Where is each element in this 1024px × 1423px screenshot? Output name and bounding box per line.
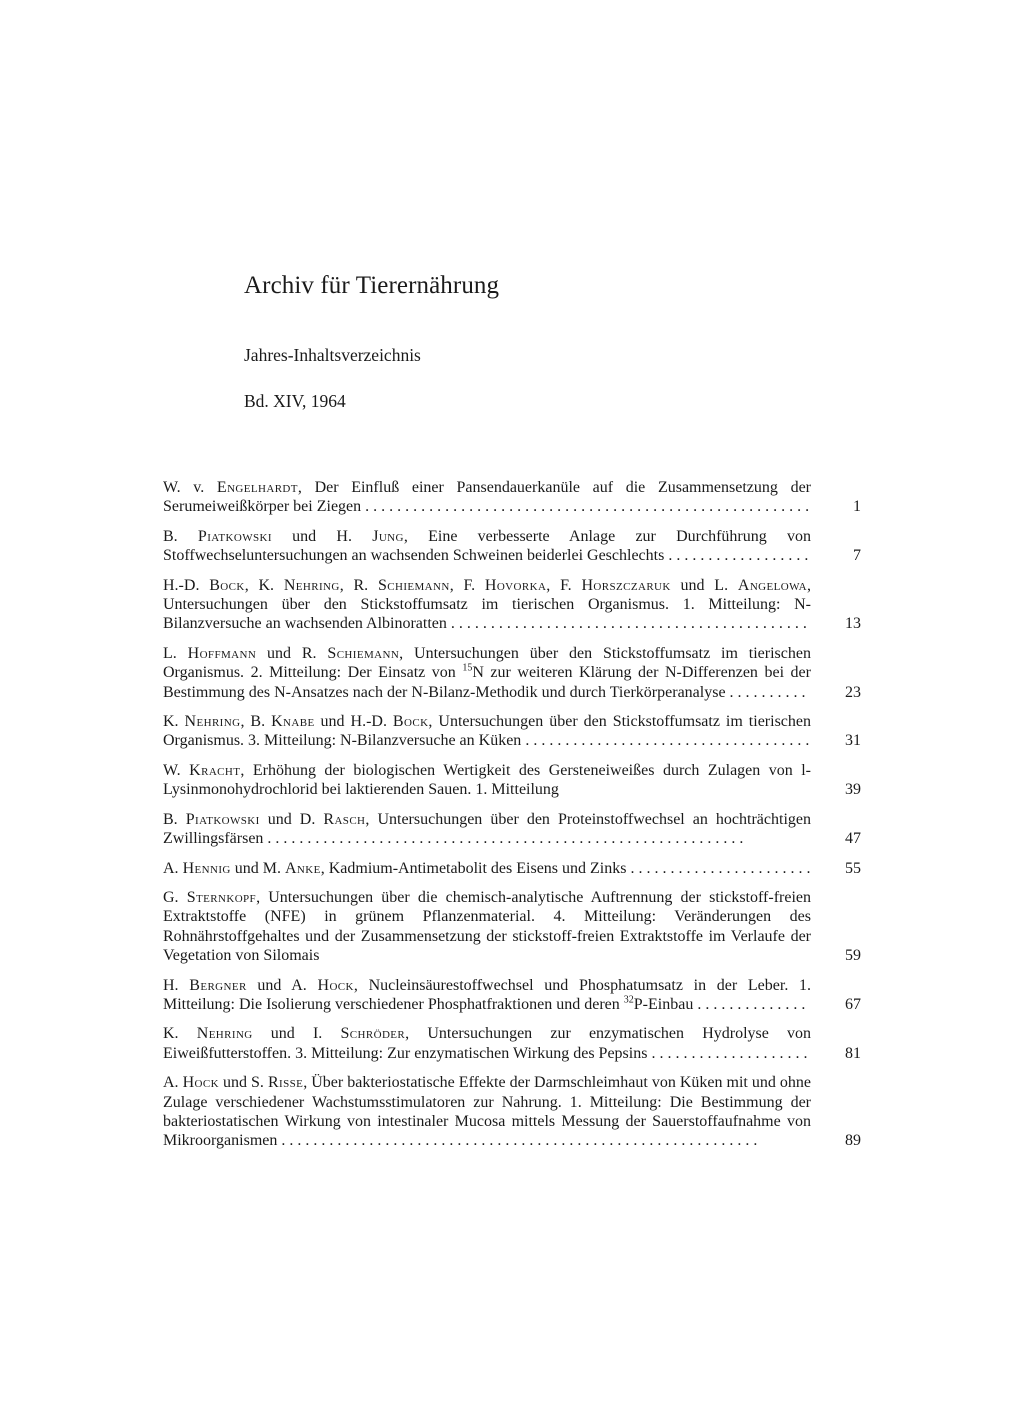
entry-text: A. Hennig und M. Anke, Kadmium-Antimetabolit des Eisens und Zinks . . . . . . . . . . . . . . . . . . . . . . . xyxy=(163,859,811,877)
entry-text: H. Bergner und A. Hock, Nucleinsäurestoffwechsel und Phosphatumsatz in der Leber. 1. Mitteilung: Die Isolierung verschiedener Phosphatfraktionen und deren $^{32}$P-Einbau . . . . . . . . . . . . . . xyxy=(163,976,812,1013)
author-name: Jung xyxy=(372,527,404,545)
author-name: Hock xyxy=(317,976,354,994)
author-name: Sternkopf xyxy=(186,888,257,906)
entry-text: L. Hoffmann und R. Schiemann, Untersuchungen über den Stickstoffumsatz im tierischen Organismus. 2. Mitteilung: Der Einsatz von $^{15}$N zur weiteren Klärung der N-Differenzen bei der Bestimmung des N-Ansatzes nach der N-Bilanz-Methodik und durch Tierkörperanalyse . . . . . . . . . . xyxy=(163,644,811,701)
toc-entry[interactable] xyxy=(163,888,861,966)
author-name: Engelhardt xyxy=(216,479,298,496)
dot-leader: . . . . . . . . . . . . . . . . . . . . xyxy=(651,1044,808,1062)
toc-entry[interactable] xyxy=(163,644,861,702)
toc-entry[interactable] xyxy=(163,761,861,800)
entry-text: H.-D. Bock, K. Nehring, R. Schiemann, F. Hovorka, F. Horszczaruk und L. Angelowa, Untersuchungen über den Stickstoffumsatz im tierischen Organismus. 1. Mitteilung: N-Bilanzversuche an wachsenden Albinoratten . . . . . . . . . . . . . . . . . . . . . . . . . . . . . . . . . . . . . . . . . . . . . xyxy=(163,576,811,633)
author-name: Rasch xyxy=(323,810,366,828)
author-name: Hovorka xyxy=(484,576,547,594)
page-number: 89 xyxy=(845,1132,861,1150)
author-name: Nehring xyxy=(184,713,241,731)
author-name: Bock xyxy=(209,576,245,594)
page-number: 31 xyxy=(845,732,861,750)
toc-entry[interactable] xyxy=(163,859,861,878)
author-name: Horszczaruk xyxy=(581,576,671,594)
isotope-superscript: 32 xyxy=(623,994,634,1006)
page-number: 59 xyxy=(845,947,861,965)
page-number: 1 xyxy=(853,498,861,516)
page-number: 13 xyxy=(845,615,861,633)
author-name: Nehring xyxy=(196,1025,253,1043)
author-name: Anke xyxy=(284,859,321,877)
entry-text: W. Kracht, Erhöhung der biologischen Wertigkeit des Gersteneiweißes durch Zulagen von l-Lysinmonohydrochlorid bei laktierenden Sauen. 1. Mitteilung xyxy=(163,761,812,799)
entry-text: G. Sternkopf, Untersuchungen über die chemisch-analytische Auftrennung der stickstoff-freien Extraktstoffe (NFE) in grünem Pflanzenmaterial. 4. Mitteilung: Veränderungen des Rohnährstoffgehaltes und der Zusammensetzung der stickstoff-freien Extraktstoffe im Verlaufe der Vegetation von Silomais xyxy=(163,888,812,965)
volume-year: Bd. XIV, 1964 xyxy=(244,391,346,411)
author-name: Kracht xyxy=(189,761,241,779)
author-name: Knabe xyxy=(271,713,315,731)
page-number: 55 xyxy=(845,859,861,877)
toc-entry[interactable] xyxy=(163,576,861,634)
author-name: Hoffmann xyxy=(187,644,257,662)
author-name: Bergner xyxy=(189,976,247,994)
author-name: Hennig xyxy=(182,859,231,877)
entry-text: B. Piatkowski und D. Rasch, Untersuchungen über den Proteinstoffwechsel an hochträchtigen Zwillingsfärsen . . . . . . . . . . . . . . . . . . . . . . . . . . . . . . . . . . . . . . . . . . . . . . . . . . . . . . . . . . . . xyxy=(163,810,811,848)
author-name: Hock xyxy=(182,1074,219,1092)
page-number: 23 xyxy=(845,683,861,701)
dot-leader: . . . . . . . . . . . . . . . . . . . . . . . xyxy=(630,859,811,877)
author-name: Angelowa xyxy=(737,576,807,594)
author-name: Risse xyxy=(267,1074,304,1092)
isotope-superscript: 15 xyxy=(462,662,473,674)
page-number: 47 xyxy=(845,830,861,848)
page-number: 67 xyxy=(845,995,861,1013)
page-number: 39 xyxy=(845,781,861,799)
entry-text: K. Nehring, B. Knabe und H.-D. Bock, Untersuchungen über den Stickstoffumsatz im tierischen Organismus. 3. Mitteilung: N-Bilanzversuche an Küken . . . . . . . . . . . . . . . . . . . . . . . . . . . . . . . . . . . . xyxy=(163,713,811,750)
dot-leader: . . . . . . . . . . . . . . . . . . . . . . . . . . . . . . . . . . . . . . . . . . . . . . . . . . . . . . . . xyxy=(365,498,810,516)
author-name: Piatkowski xyxy=(185,810,260,828)
dot-leader: . . . . . . . . . . . . . . . . . . . . . . . . . . . . . . . . . . . . . . . . . . . . . . . . . . . . . . . . . . . . xyxy=(281,1132,758,1150)
dot-leader: . . . . . . . . . . . . . . . . . . . . . . . . . . . . . . . . . . . . . . . . . . . . . xyxy=(450,615,807,633)
author-name: Schiemann xyxy=(327,644,400,662)
toc-entry[interactable] xyxy=(163,1073,861,1151)
dot-leader: . . . . . . . . . . . . . . . . . . xyxy=(668,547,809,565)
entry-text: B. Piatkowski und H. Jung, Eine verbesserte Anlage zur Durchführung von Stoffwechseluntersuchungen an wachsenden Schweinen beiderlei Geschlechts . . . . . . . . . . . . . . . . . . xyxy=(163,527,811,565)
author-name: Schiemann xyxy=(377,576,450,594)
author-name: Piatkowski xyxy=(197,527,272,545)
toc-entry[interactable] xyxy=(163,712,861,751)
page-number: 7 xyxy=(853,547,861,565)
author-name: Nehring xyxy=(283,576,340,594)
dot-leader: . . . . . . . . . . . . . . xyxy=(697,995,806,1013)
index-subtitle: Jahres-Inhaltsverzeichnis xyxy=(244,345,421,365)
table-of-contents xyxy=(163,478,861,1151)
toc-entry[interactable] xyxy=(163,527,861,566)
dot-leader: . . . . . . . . . . . . . . . . . . . . . . . . . . . . . . . . . . . . xyxy=(525,732,810,750)
entry-text: W. v. Engelhardt, Der Einfluß einer Pansendauerkanüle auf die Zusammensetzung der Serumeiweißkörper bei Ziegen . . . . . . . . . . . . . . . . . . . . . . . . . . . . . . . . . . . . . . . . . . . . . . . . . . . . . . . . xyxy=(163,479,811,516)
author-name: Bock xyxy=(392,713,429,731)
toc-entry[interactable] xyxy=(163,976,861,1015)
author-name: Schröder xyxy=(340,1025,406,1043)
entry-text: K. Nehring und I. Schröder, Untersuchungen zur enzymatischen Hydrolyse von Eiweißfutterstoffen. 3. Mitteilung: Zur enzymatischen Wirkung des Pepsins . . . . . . . . . . . . . . . . . . . . xyxy=(163,1025,812,1062)
toc-entry[interactable] xyxy=(163,478,861,517)
journal-title: Archiv für Tierernährung xyxy=(244,272,500,299)
entry-text: A. Hock und S. Risse, Über bakteriostatische Effekte der Darmschleimhaut von Küken mit und ohne Zulage verschiedener Wachstumsstimulatoren zur Nahrung. 1. Mitteilung: Die Bestimmung der bakteriostatischen Wirkung von intestinaler Mucosa mittels Messung der Sauerstoffaufnahme von Mikroorganismen . . . . . . . . . . . . . . . . . . . . . . . . . . . . . . . . . . . . . . . . . . . . . . . . . . . . . . . . . . . . xyxy=(163,1074,811,1150)
dot-leader: . . . . . . . . . . . . . . . . . . . . . . . . . . . . . . . . . . . . . . . . . . . . . . . . . . . . . . . . . . . . xyxy=(267,830,744,848)
page-number: 81 xyxy=(845,1044,861,1062)
toc-entry[interactable] xyxy=(163,1024,861,1063)
toc-entry[interactable] xyxy=(163,810,861,849)
dot-leader: . . . . . . . . . . xyxy=(729,683,806,701)
